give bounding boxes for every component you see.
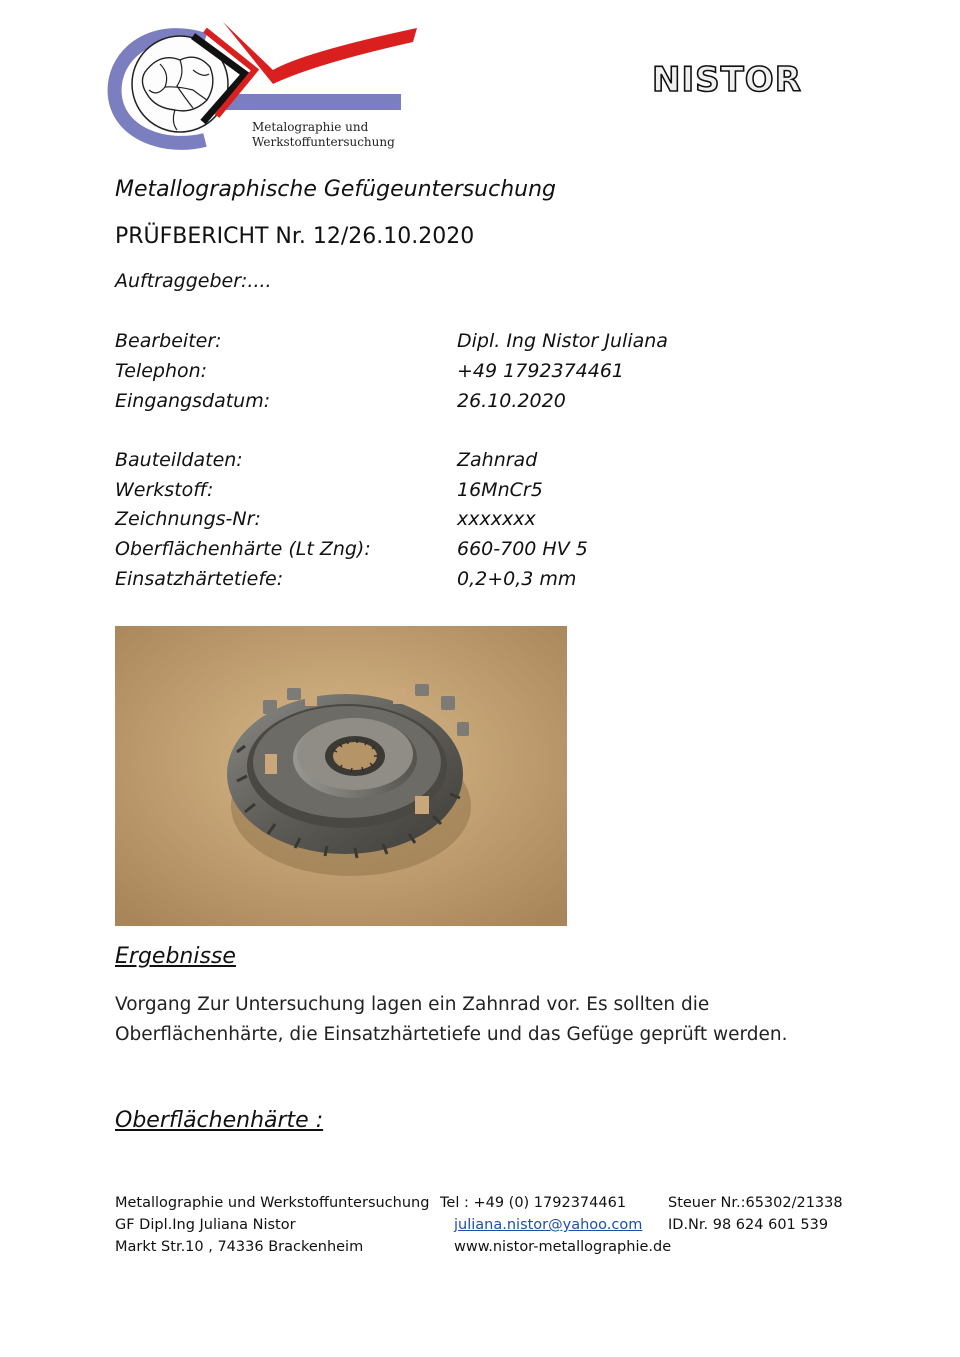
detail-value: xxxxxxx (457, 508, 536, 530)
results-paragraph: Vorgang Zur Untersuchung lagen ein Zahnrad vor. Es sollten die Oberflächenhärte, die Einsatzhärtetiefe und das Gefüge geprüft werden. (115, 994, 788, 1045)
footer-tel: Tel : +49 (0) 1792374461 (440, 1195, 627, 1211)
detail-value: 660-700 HV 5 (457, 538, 588, 560)
footer-id: ID.Nr. 98 624 601 539 (668, 1217, 829, 1233)
report-title: Metallographische Gefügeuntersuchung (115, 177, 557, 202)
footer (115, 1192, 855, 1258)
results-heading: Ergebnisse (115, 944, 236, 969)
detail-row (115, 538, 815, 568)
detail-label: Bearbeiter: (115, 330, 222, 352)
logo-caption-line1: Metalographie und (252, 120, 369, 134)
report-number: PRÜFBERICHT Nr. 12/26.10.2020 (115, 224, 475, 249)
footer-row-1 (115, 1192, 855, 1214)
logo-caption (252, 120, 395, 150)
logo-caption-line2: Werkstoffuntersuchung (252, 135, 395, 149)
detail-row (115, 330, 815, 360)
detail-value: Dipl. Ing Nistor Juliana (457, 330, 668, 352)
footer-email-link[interactable]: juliana.nistor@yahoo.com (454, 1217, 643, 1233)
hardness-heading: Oberflächenhärte : (115, 1108, 324, 1133)
gear-image-icon (115, 626, 567, 926)
detail-value: +49 1792374461 (457, 360, 625, 382)
detail-label: Bauteildaten: (115, 449, 243, 471)
detail-row (115, 479, 815, 509)
detail-row (115, 449, 815, 479)
detail-label: Zeichnungs-Nr: (115, 508, 261, 530)
footer-row-2 (115, 1214, 855, 1236)
detail-value: 0,2+0,3 mm (457, 568, 577, 590)
gear-photo (115, 626, 567, 926)
detail-row (115, 568, 815, 598)
footer-row-3 (115, 1236, 855, 1258)
client-line: Auftraggeber:.... (115, 270, 272, 292)
brand-wordmark: NISTOR (652, 60, 802, 100)
detail-value: 26.10.2020 (457, 390, 566, 412)
detail-label: Werkstoff: (115, 479, 214, 501)
company-logo (105, 12, 425, 157)
footer-company: Metallographie und Werkstoffuntersuchung (115, 1195, 430, 1211)
footer-address: Markt Str.10 , 74336 Brackenheim (115, 1239, 364, 1255)
detail-row (115, 390, 815, 420)
footer-tax: Steuer Nr.:65302/21338 (668, 1195, 843, 1211)
detail-row (115, 508, 815, 538)
detail-row (115, 360, 815, 390)
detail-value: 16MnCr5 (457, 479, 543, 501)
detail-label: Einsatzhärtetiefe: (115, 568, 284, 590)
detail-label: Eingangsdatum: (115, 390, 271, 412)
footer-website[interactable]: www.nistor-metallographie.de (454, 1239, 672, 1255)
detail-label: Telephon: (115, 360, 208, 382)
detail-label: Oberflächenhärte (Lt Zng): (115, 538, 371, 560)
detail-value: Zahnrad (457, 449, 538, 471)
footer-manager: GF Dipl.Ing Juliana Nistor (115, 1217, 296, 1233)
